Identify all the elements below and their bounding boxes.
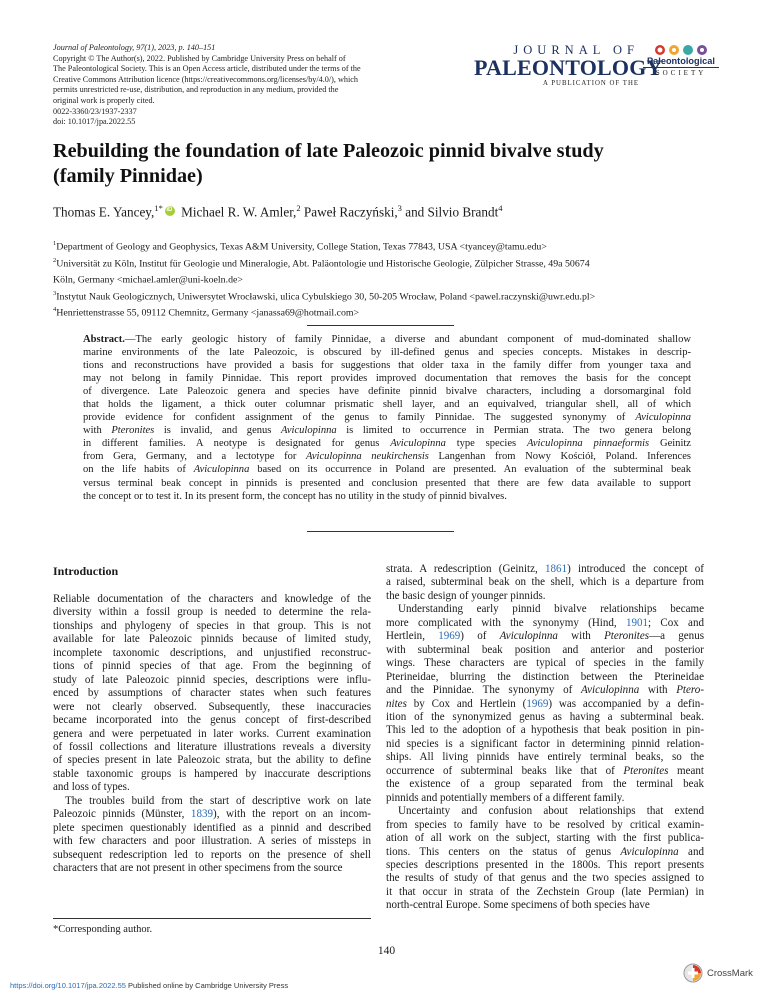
text-line: species descriptions presented in the 1800s. This report presents (386, 858, 704, 871)
text-line: The troubles build from the start of descriptive work on late (65, 794, 371, 807)
crossmark-badge[interactable] (683, 963, 753, 983)
text-line: wings. These characters are typical of species in the family (386, 657, 704, 670)
journal-logo (474, 43, 663, 89)
affiliation-text: Instytut Nauk Geologicznych, Uniwersytet Wrocławski, ulica Cybulskiego 30, 50-205 Wrocław, Poland <pawel.raczynski@uwr.edu.pl> (56, 290, 596, 302)
text-line: pinnids and potentially members of a different family. (386, 791, 625, 804)
copyright-line: The Paleontological Society. This is an Open Access article, distributed under the terms of the (53, 64, 361, 74)
crossmark-icon (683, 963, 703, 983)
text-line: Paleozoic pinnids (Münster, 1839), with the report on an incom- (53, 808, 371, 821)
abstract (83, 333, 691, 503)
abstract-line: from Gera, Germany, and a lectotype for Aviculopinna neukirchensis Langenhan from Nowy Kościół, Poland. Inferences (83, 451, 691, 463)
affiliations (53, 237, 595, 320)
text-line: became incorporated into the genus concept of first-described (53, 714, 371, 727)
affiliation (53, 303, 595, 320)
text-line: enced by assumptions of character states when such features (53, 687, 371, 700)
text-line: more complicated with the synonymy (Hind, 1901; Cox and (386, 616, 705, 629)
journal-logo-sub: A PUBLICATION OF THE (543, 80, 639, 87)
text-line: Pterineidae, blurring the distinction between the Pterineidae (386, 670, 704, 683)
article-metadata (53, 43, 408, 128)
paragraph-lines (386, 805, 704, 913)
abstract-line: that holds the ligament, a thick outer columnar prismatic shell layer, and an equivalved, triangular shell, all of which (83, 399, 691, 411)
affiliation-text: Universität zu Köln, Institut für Geologie und Mineralogie, Abt. Paläontologie und Historische Geologie, Zülpicher Strasse, 49a 50674 (56, 257, 590, 269)
text-line: the existence of a group separated from the terminal beak (386, 778, 704, 791)
text-line: incomplete taxonomic descriptions, and unjustified reconstruc- (53, 646, 371, 659)
title-line: (family Pinnidae) (53, 165, 203, 187)
text-line: and loss of types. (53, 781, 130, 794)
right-column (386, 563, 704, 913)
text-line: stable taxonomic groups is hampered by inaccurate descriptions (53, 767, 371, 780)
title-line: Rebuilding the foundation of late Paleozoic pinnid bivalve study (53, 140, 604, 162)
abstract-line: may not belong in family Pinnidae. This report provides improved documentation that removes the basis for the concept (83, 373, 691, 385)
text-line: Reliable documentation of the characters and knowledge of the (53, 593, 371, 605)
published-online-text: Published online by Cambridge University Press (125, 981, 289, 990)
abstract-label: Abstract. (83, 334, 125, 345)
copyright-line: original work is properly cited. (53, 95, 155, 105)
copyright-line: permits unrestricted re-use, distribution, and reproduction in any medium, provided the (53, 85, 339, 95)
trilobite-icon (682, 44, 694, 56)
author-name[interactable]: Paweł Raczyński, (300, 204, 398, 220)
affiliation-sup: 2 (53, 256, 57, 264)
orcid-icon[interactable] (165, 206, 175, 216)
crossmark-label: CrossMark (707, 967, 753, 979)
affiliation-text: Köln, Germany <michael.amler@uni-koeln.de> (53, 274, 243, 286)
abstract-bottom-rule (307, 531, 454, 532)
abstract-line: of divergence. Late Paleozoic genera and species have definite pinnid bivalve characters, including a dorsomarginal fold (83, 386, 691, 398)
leaf-icon (696, 44, 708, 56)
abstract-line (83, 333, 691, 346)
text-line: Hertlein, 1969) of Aviculopinna with Pteronites—a genus (386, 630, 705, 643)
abstract-top-rule (307, 325, 454, 326)
society-logo-sub: SOCIETY (643, 67, 719, 79)
abstract-line: marine environments of the late Paleozoic, is obscured by ill-defined genus and species concepts. Mistakes in descrip- (83, 347, 691, 359)
text-line: with few characters and poor illustration. A series of missteps in (53, 835, 371, 848)
abstract-line: provide evidence for confident assignment of the genus to family Pinnidae. The suggested synonymy of Aviculopinna (83, 412, 691, 424)
doi-link[interactable]: https://doi.org/10.1017/jpa.2022.55 (10, 981, 126, 990)
text-line: it that occur in strata of the Zechstein Group (late Permian) in (386, 885, 704, 898)
abstract-line: in different families. A neotype is designated for genus Aviculopinna type species Aviculopinna pinnaeformis Geinitz (83, 438, 691, 450)
author-name[interactable]: Thomas E. Yancey, (53, 204, 155, 220)
text-line: tions. This centers on the status of genus Aviculopinna and (386, 845, 704, 858)
copyright-line: Creative Commons Attribution licence (https://creativecommons.org/licenses/by/4.0/), which (53, 74, 358, 84)
author-name[interactable]: and Silvio Brandt (401, 204, 499, 220)
article-title (53, 139, 673, 189)
page-number: 140 (377, 945, 396, 957)
text-line: available for late Paleozoic pinnids because of limited study, (53, 633, 371, 646)
author-name[interactable]: Michael R. W. Amler, (177, 204, 297, 220)
footnote: *Corresponding author. (53, 924, 153, 935)
paragraph-lines (53, 795, 371, 876)
abstract-text: —The early geologic history of family Pinnidae, a diverse and abundant component of mud-dominated shallow (124, 334, 691, 345)
copyright-line: Copyright © The Author(s), 2022. Published by Cambridge University Press on behalf of (53, 53, 346, 63)
text-line: nites by Cox and Hertlein (1969) was accompanied by a defin- (386, 697, 705, 710)
text-line: north-central Europe. Some specimens of both species have (386, 899, 650, 912)
issn: 0022-3360/23/1937-2337 (53, 106, 137, 116)
bottom-doi (10, 981, 288, 990)
text-line: Understanding early pinnid bivalve relationships became (398, 603, 704, 616)
text-line: of species present in late Paleozoic strata, but the ability to define (53, 754, 371, 767)
text-line: from species to family have to be resolved by critical examin- (386, 818, 704, 831)
affiliation (53, 287, 595, 304)
text-line: ships. All living pinnids have entirely terminal beaks, so the (386, 751, 704, 764)
abstract-line: with Pteronites is invalid, and genus Aviculopinna is limited to occurrence in Permian strata. The two genera belong (83, 425, 691, 437)
text-line: were not clearly observed. Subsequently, these inaccuracies (53, 700, 371, 713)
text-line: strata. A redescription (Geinitz, 1861) introduced the concept of (386, 563, 704, 575)
affiliation (53, 270, 595, 287)
text-line: ation of all work on the subject, starting with the first publica- (386, 832, 704, 845)
affiliation-sup: 4 (53, 306, 57, 313)
journal-logo-top: JOURNAL OF (513, 43, 639, 57)
text-line: nid species is a significant factor in determining pinnid relation- (386, 737, 704, 750)
text-line: diversity within a fossil group is needed to determine the rela- (53, 606, 371, 619)
society-logo-icons (643, 44, 719, 56)
journal-citation: Journal of Paleontology, 97(1), 2023, p. 140–151 (53, 43, 216, 52)
text-line: of fossil collections and literature illustrations reveals a diversity (53, 740, 371, 753)
text-line: genera and were perpetuated in later works. Current examination (53, 727, 371, 740)
text-line: tionships and phylogeny of species in that group. This is not (53, 619, 371, 632)
shell-icon (654, 44, 666, 56)
affiliation-sup: 3 (53, 289, 57, 297)
affiliation (53, 254, 595, 271)
text-line: occurrence of subterminal beaks like that of Pteronites meant (386, 764, 704, 777)
paragraph-lines (386, 563, 704, 603)
text-line: tions of pinnid species of that age. From the beginning of (53, 660, 371, 673)
author-affil-sup: 1* (154, 203, 163, 213)
affiliation-text: Henriettenstrasse 55, 09112 Chemnitz, Germany <janassa69@hotmail.com> (56, 307, 360, 319)
text-line: study of late Paleozoic pinnid species, descriptions were influ- (53, 673, 371, 686)
author-affil-sup: 4 (498, 203, 503, 213)
paragraph-lines (53, 593, 371, 795)
society-logo-name: Paleontological (647, 56, 715, 66)
footnote-rule (53, 918, 371, 919)
ammonite-icon (668, 44, 680, 56)
text-line: a raised, subterminal beak on the shell, which is a departure from (386, 576, 704, 589)
text-line: ition of the synonymized genus as having a subterminal beak. (386, 710, 704, 723)
paragraph-lines (386, 603, 704, 805)
author-list (53, 203, 503, 220)
society-logo (643, 44, 719, 82)
text-line: Uncertainty and confusion about relationships that extend (398, 805, 704, 818)
text-line: subsequent redescription led to reports on the presence of shell (53, 848, 371, 861)
text-line: plete specimen questionably identified as a pinnid and described (53, 821, 371, 834)
affiliation (53, 237, 595, 254)
abstract-line: on the life habits of Aviculopinna based on its occurrence in Poland are presented. An evaluation of the subterminal beak (83, 464, 691, 476)
text-line: and the Pinnidae. The synonymy of Aviculopinna with Ptero- (386, 684, 704, 697)
left-column (53, 563, 371, 876)
text-line: characters that are not present in other specimens from the source (53, 862, 343, 875)
section-heading-introduction: Introduction (53, 564, 119, 578)
text-line: with subterminal beak position and anterior and posterior (386, 643, 704, 656)
abstract-line: versus terminal beak concept in pinnids is presented and conclusion presented that there are few data available to support (83, 477, 691, 489)
text-line: This led to the adoption of a hypothesis that beak position in pin- (386, 724, 704, 737)
text-line: the basic design of younger pinnids. (386, 589, 546, 602)
author-affil-sup: 2 (296, 203, 301, 213)
text-line: the results of study of that genus and the two species assigned to (386, 872, 704, 885)
journal-logo-main: PALEONTOLOGY (474, 55, 663, 80)
doi: doi: 10.1017/jpa.2022.55 (53, 117, 136, 127)
affiliation-text: Department of Geology and Geophysics, Texas A&M University, College Station, Texas 77843, USA <tyancey@tamu.edu> (56, 241, 547, 253)
affiliation-sup: 1 (53, 240, 57, 247)
abstract-line: tions and reconstructions have provided a basis for suggestions that older taxa in the family differ from younger taxa and (83, 360, 691, 372)
author-affil-sup: 3 (397, 203, 402, 213)
abstract-line: the concept or to test it. In its present form, the concept has no utility in the study of pinnid bivalves. (83, 490, 507, 502)
